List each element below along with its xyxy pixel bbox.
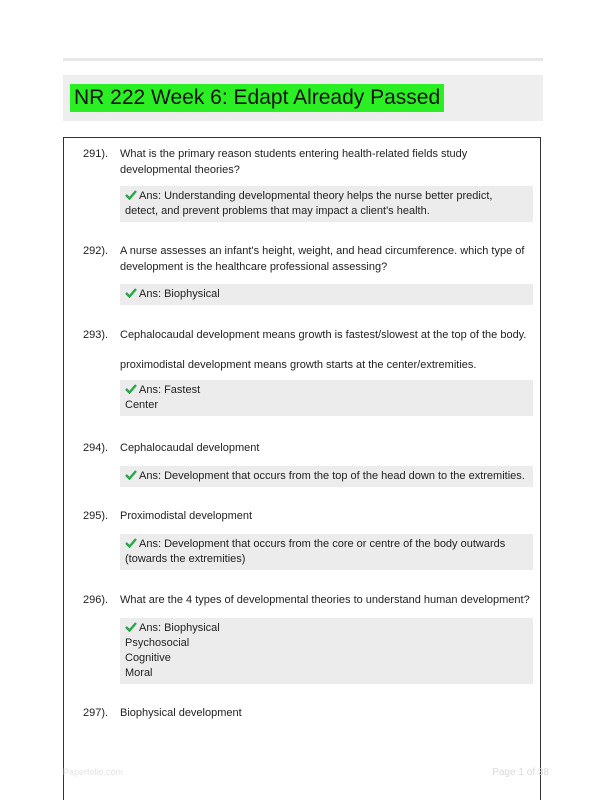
checkmark-icon <box>125 469 137 480</box>
question-text: Biophysical development <box>120 707 242 719</box>
checkmark-icon <box>125 537 137 548</box>
question-text-2: proximodistal development means growth starts at the center/extremities. <box>120 359 477 371</box>
answer-text: Center <box>125 399 159 411</box>
answer-text: Ans: Development that occurs from the top of the head down to the extremities. <box>139 470 525 482</box>
answer-box <box>120 534 533 570</box>
answer-text: Cognitive <box>125 652 171 664</box>
answer-box <box>120 186 533 222</box>
question-list <box>63 137 541 800</box>
question-number: 295). <box>83 510 109 522</box>
question-number: 293). <box>83 329 109 341</box>
footer-site: Paperfolio.com <box>63 767 124 777</box>
answer-text: Ans: Biophysical <box>139 622 220 634</box>
question-number: 291). <box>83 148 109 160</box>
question-number: 292). <box>83 245 109 257</box>
question-number: 296). <box>83 594 109 606</box>
answer-text: Psychosocial <box>125 637 190 649</box>
question-text: Cephalocaudal development means growth is fastest/slowest at the top of the body. <box>120 329 527 341</box>
answer-box <box>120 380 533 416</box>
page-number: Page 1 of 38 <box>492 767 549 778</box>
answer-text: Moral <box>125 667 153 679</box>
checkmark-icon <box>125 287 137 298</box>
checkmark-icon <box>125 189 137 200</box>
answer-box <box>120 466 533 487</box>
answer-text: Ans: Development that occurs from the core or centre of the body outwards (towards the extremities) <box>125 538 509 565</box>
checkmark-icon <box>125 383 137 394</box>
question-text: A nurse assesses an infant's height, weight, and head circumference. which type of development is the healthcare professional assessing? <box>120 245 525 273</box>
answer-box <box>120 618 533 684</box>
top-divider <box>63 58 543 61</box>
question-number: 294). <box>83 442 109 454</box>
answer-text: Ans: Biophysical <box>139 288 220 300</box>
question-text: What is the primary reason students entering health-related fields study developmental theories? <box>120 148 468 176</box>
question-text: What are the 4 types of developmental theories to understand human development? <box>120 594 530 606</box>
question-number: 297). <box>83 707 109 719</box>
answer-text: Ans: Understanding developmental theory helps the nurse better predict, detect, and prevent problems that may impact a client's health. <box>125 190 496 217</box>
checkmark-icon <box>125 621 137 632</box>
document-title: NR 222 Week 6: Edapt Already Passed <box>70 84 444 112</box>
question-text: Proximodistal development <box>120 510 253 522</box>
answer-text: Ans: Fastest <box>139 384 201 396</box>
answer-box <box>120 284 533 305</box>
question-text: Cephalocaudal development <box>120 442 260 454</box>
